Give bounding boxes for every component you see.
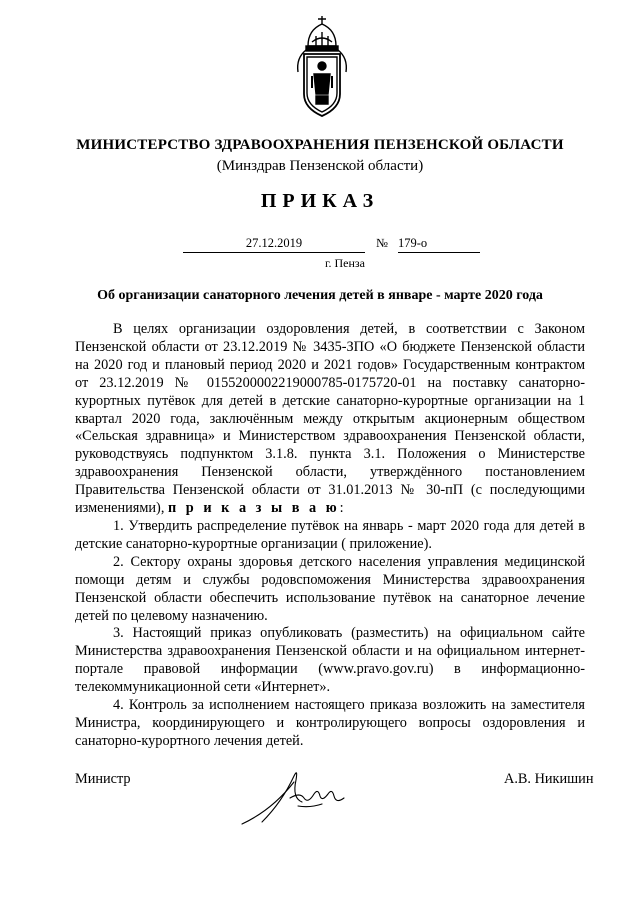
intro-paragraph	[75, 321, 585, 518]
item-3: 3. Настоящий приказ опубликовать (разместить) на официальном сайте Министерства здравоохранения Пензенской области и на официальном интернет-портале правовой информации (www.pravo.gov.ru) в информационно-телекоммуникационной сети «Интернет».	[75, 625, 585, 696]
handwritten-signature-icon	[232, 762, 362, 828]
org-name: МИНИСТЕРСТВО ЗДРАВООХРАНЕНИЯ ПЕНЗЕНСКОЙ ОБЛАСТИ	[76, 137, 564, 153]
item-2: 2. Сектору охраны здоровья детского населения управления медицинской помощи детям и службы родовспоможения Министерства здравоохранения Пензенской области обеспечить использование путёвок на санаторное лечение детей по целевому назначению.	[75, 553, 585, 624]
document-type: ПРИКАЗ	[260, 190, 380, 212]
coat-of-arms-icon	[294, 12, 350, 122]
decree-colon: :	[339, 500, 344, 517]
decree-word: п р и к а з ы в а ю	[167, 500, 340, 517]
signer-position: Министр	[75, 771, 131, 787]
signer-name: А.В. Никишин	[504, 771, 594, 787]
intro-text: В целях организации оздоровления детей, в соответствии с Законом Пензенской области от 23.12.2019 № 3435-ЗПО «О бюджете Пензенской области на 2020 год и плановый период 2020 и 2021 годов» Государственным контрактом от 23.12.2019 № 0155200002219000785-0175720-01 на поставку санаторно-курортных путёвок для детей в детские санаторно-курортные организации на 1 квартал 2020 года, заключённым между открытым акционерным обществом «Сельская здравница» и Министерством здравоохранения Пензенской области, руководствуясь подпунктом 3.1.8. пункта 3.1. Положения о Министерстве здравоохранения Пензенской области, утверждённого постановлением Правительства Пензенской области от 31.01.2013 № 30-пП (с последующими изменениями),	[75, 321, 585, 517]
org-short-name: (Минздрав Пензенской области)	[216, 158, 424, 174]
item-4: 4. Контроль за исполнением настоящего приказа возложить на заместителя Министра, координирующего и контролирующего вопросы оздоровления и санаторно-курортного лечения детей.	[75, 697, 585, 749]
document-body	[75, 321, 585, 751]
document-number: 179-о	[398, 236, 480, 253]
item-1: 1. Утвердить распределение путёвок на январь - март 2020 года для детей в детские санаторно-курортные организации ( приложение).	[75, 517, 585, 552]
document-title: Об организации санаторного лечения детей в январе - марте 2020 года	[97, 288, 543, 303]
number-label: №	[376, 236, 388, 250]
document-date: 27.12.2019	[183, 236, 365, 253]
document-city: г. Пенза	[324, 256, 365, 270]
